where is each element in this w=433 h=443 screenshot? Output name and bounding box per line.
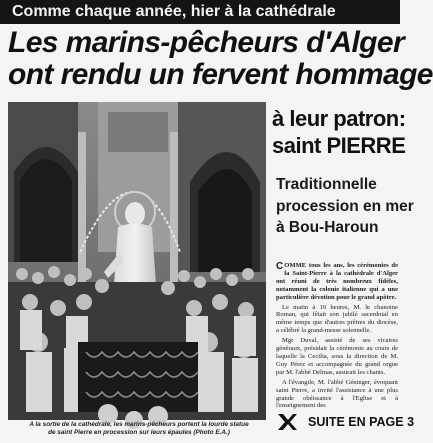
headline-line-2: ont rendu un fervent hommage bbox=[8, 58, 433, 91]
suite-page-number: 3 bbox=[407, 415, 415, 429]
article-paragraph-2: Le matin à 10 heures, M. le chanoine Roman, qui fêtait son jubilé sacerdotal en même temps que d'autres prêtres du diocèse, a célébré la grand-messe solennelle. bbox=[276, 303, 398, 335]
article-paragraph-1 bbox=[276, 262, 398, 302]
article-paragraph-4: A l'évangile, M. l'abbé Géninger, évoquant saint Pierre, a invité l'assistance à une plus grande obéissance à l'Eglise et à l'enseignement des bbox=[276, 378, 398, 410]
subhead1-line-2: saint PIERRE bbox=[272, 133, 406, 158]
procession-photo bbox=[8, 102, 266, 420]
photo-caption bbox=[8, 421, 270, 437]
drop-cap: C bbox=[276, 261, 284, 272]
paragraph-1-text: OMME tous les ans, les cérémonies de la Saint-Pierre à la cathédrale d'Alger ont réuni de très nombreux fidèles, notamment la colonie italienne qui a une particulière dévotion pour le grand apôtre. bbox=[276, 262, 398, 301]
continued-on-page bbox=[276, 412, 415, 432]
subhead2-line-3: à Bou-Haroun bbox=[276, 219, 379, 236]
subhead2-line-2: procession en mer bbox=[276, 197, 414, 215]
article-body bbox=[276, 262, 398, 412]
caption-line-1: A la sortie de la cathédrale, les marins-pêcheurs portent la lourde statue bbox=[29, 421, 249, 428]
headline-line-1: Les marins-pêcheurs d'Alger bbox=[8, 26, 405, 59]
kicker-text: Comme chaque année, hier à la cathédrale bbox=[12, 3, 336, 20]
caption-line-2: de saint Pierre en procession sur leurs épaules (Photo E.A.) bbox=[48, 429, 230, 436]
cross-arrow-icon bbox=[276, 413, 298, 431]
kicker-banner bbox=[0, 0, 400, 24]
continued-label bbox=[308, 412, 414, 432]
article-paragraph-3: Mgr Duval, assisté de ses vicaires généraux, présidait la cérémonie au cours de laquelle la Cecilia, sous la direction de M. Guy Pérez et accompagnée du grand orgue par M. l'abbé Delmas, assurait les chants. bbox=[276, 337, 398, 376]
subhead1-line-1: à leur patron: bbox=[272, 106, 406, 131]
subheadline-primary bbox=[272, 105, 406, 159]
suite-label-text: SUITE EN PAGE bbox=[308, 415, 404, 429]
headline bbox=[8, 26, 433, 91]
subhead2-line-1: Traditionnelle bbox=[276, 176, 377, 193]
subheadline-secondary bbox=[276, 174, 414, 239]
